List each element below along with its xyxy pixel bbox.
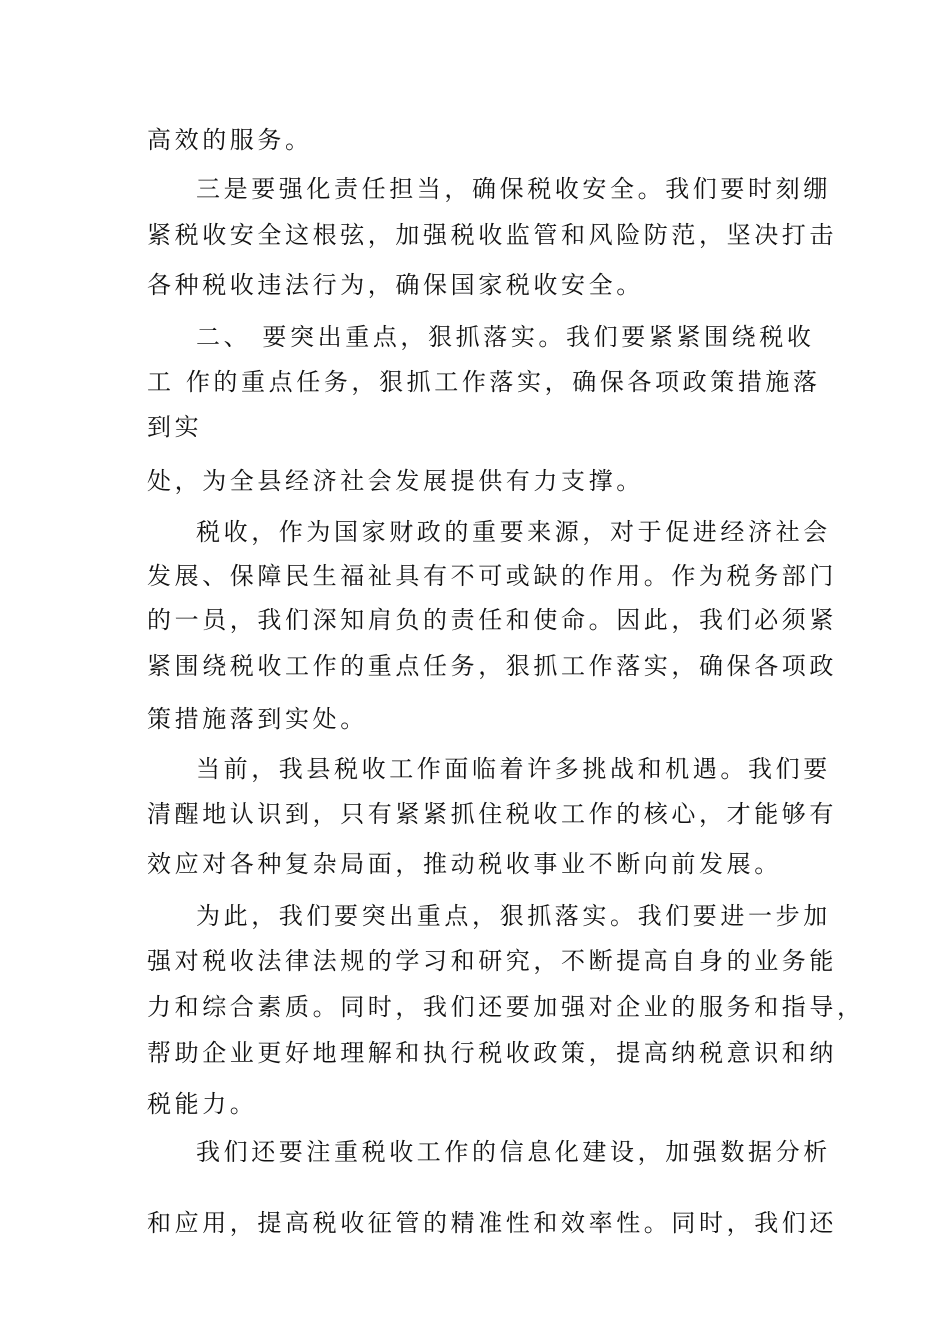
text-line: 帮助企业更好地理解和执行税收政策，提高纳税意识和纳 [147, 1039, 837, 1067]
text-line: 紧围绕税收工作的重点任务，狠抓工作落实，确保各项政 [147, 652, 837, 680]
text-line: 税收，作为国家财政的重要来源，对于促进经济社会 [196, 518, 831, 546]
text-line: 到实 [147, 413, 203, 441]
text-line: 我们还要注重税收工作的信息化建设，加强数据分析 [196, 1138, 831, 1166]
text-line: 发展、保障民生福祉具有不可或缺的作用。作为税务部门 [147, 562, 837, 590]
text-line: 处，为全县经济社会发展提供有力支撑。 [147, 467, 644, 495]
text-line: 税能力。 [147, 1090, 258, 1118]
text-line: 工 作的重点任务，狠抓工作落实，确保各项政策措施落 [147, 368, 821, 396]
text-line: 各种税收违法行为，确保国家税收安全。 [147, 271, 644, 299]
text-line: 强对税收法律法规的学习和研究，不断提高自身的业务能 [147, 947, 837, 975]
text-line: 和应用，提高税收征管的精准性和效率性。同时，我们还 [147, 1209, 837, 1237]
text-line: 当前，我县税收工作面临着许多挑战和机遇。我们要 [196, 755, 831, 783]
text-line: 为此，我们要突出重点，狠抓落实。我们要进一步加 [196, 902, 831, 930]
text-line: 紧税收安全这根弦，加强税收监管和风险防范，坚决打击 [147, 221, 837, 249]
text-line: 二、 要突出重点，狠抓落实。我们要紧紧围绕税收 [196, 323, 815, 351]
text-line: 清醒地认识到，只有紧紧抓住税收工作的核心，才能够有 [147, 800, 837, 828]
text-line: 三是要强化责任担当，确保税收安全。我们要时刻绷 [196, 175, 831, 203]
text-line: 高效的服务。 [147, 126, 313, 154]
text-line: 效应对各种复杂局面，推动税收事业不断向前发展。 [147, 850, 782, 878]
text-line: 的一员，我们深知肩负的责任和使命。因此，我们必须紧 [147, 606, 837, 634]
text-line: 力和综合素质。同时，我们还要加强对企业的服务和指导， [147, 993, 865, 1021]
text-line: 策措施落到实处。 [147, 705, 368, 733]
